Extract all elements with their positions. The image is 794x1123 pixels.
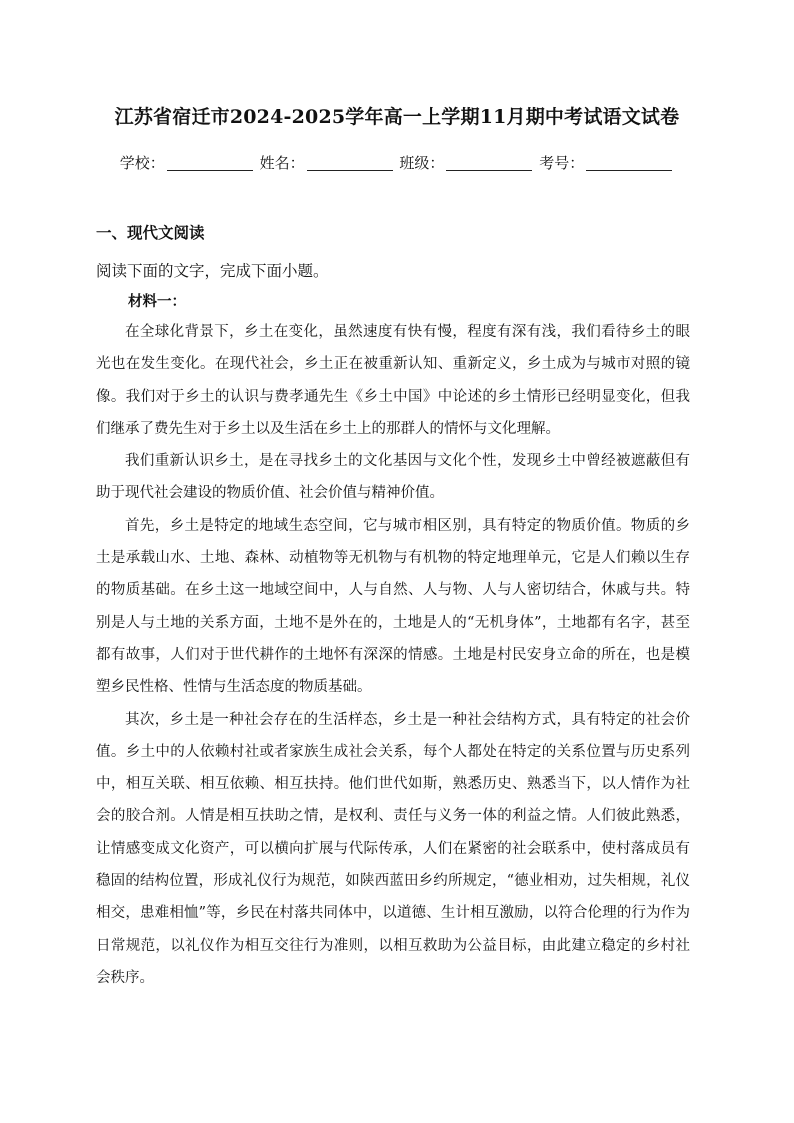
number-blank[interactable] <box>586 156 672 171</box>
school-blank[interactable] <box>167 156 253 171</box>
material-label: 材料一： <box>128 293 186 310</box>
class-label: 班级： <box>399 154 445 172</box>
passage-paragraph: 其次，乡土是一种社会存在的生活样态，乡土是一种社会结构方式，具有特定的社会价值。乡土中的人依赖村社或者家族生成社会关系，每个人都处在特定的关系位置与历史系列中，相互关联、相互依赖、相互扶持。他们世代如斯，熟悉历史、熟悉当下，以人情作为社会的胶合剂。人情是相互扶助之情，是权利、责任与义务一体的利益之情。人们彼此熟悉，让情感变成文化资产，可以横向扩展与代际传承，人们在紧密的社会联系中，使村落成员有稳固的结构位置，形成礼仪行为规范，如陕西蓝田乡约所规定，“德业相劝，过失相规，礼仪相交，患难相恤”等，乡民在村落共同体中，以道德、生计相互激励，以符合伦理的行为作为日常规范，以礼仪作为相互交往行为准则，以相互救助为公益目标，由此建立稳定的乡村社会秩序。 <box>96 711 690 986</box>
school-label: 学校： <box>119 154 165 172</box>
passage-paragraph: 我们重新认识乡土，是在寻找乡土的文化基因与文化个性，发现乡土中曾经被遮蔽但有助于现代社会建设的物质价值、社会价值与精神价值。 <box>96 453 690 502</box>
name-blank[interactable] <box>307 156 393 171</box>
passage-body <box>96 316 690 994</box>
passage-paragraph: 在全球化背景下，乡土在变化，虽然速度有快有慢，程度有深有浅，我们看待乡土的眼光也在发生变化。在现代社会，乡土正在被重新认知、重新定义，乡土成为与城市对照的镜像。我们对于乡土的认识与费孝通先生《乡土中国》中论述的乡土情形已经明显变化，但我们继承了费先生对于乡土以及生活在乡土上的那群人的情怀与文化理解。 <box>96 324 690 437</box>
student-info-line <box>0 152 794 173</box>
section-heading: 一、现代文阅读 <box>96 224 205 242</box>
reading-instruction: 阅读下面的文字，完成下面小题。 <box>96 262 329 280</box>
class-blank[interactable] <box>446 156 532 171</box>
name-label: 姓名： <box>259 154 305 172</box>
passage-paragraph: 首先，乡土是特定的地域生态空间，它与城市相区别，具有特定的物质价值。物质的乡土是承载山水、土地、森林、动植物等无机物与有机物的特定地理单元，它是人们赖以生存的物质基础。在乡土这一地域空间中，人与自然、人与物、人与人密切结合，休戚与共。特别是人与土地的关系方面，土地不是外在的，土地是人的“无机身体”，土地都有名字，甚至都有故事，人们对于世代耕作的土地怀有深深的情感。土地是村民安身立命的所在，也是模塑乡民性格、性情与生活态度的物质基础。 <box>96 517 690 696</box>
exam-title: 江苏省宿迁市2024-2025学年高一上学期11月期中考试语文试卷 <box>114 106 680 128</box>
number-label: 考号： <box>539 154 585 172</box>
